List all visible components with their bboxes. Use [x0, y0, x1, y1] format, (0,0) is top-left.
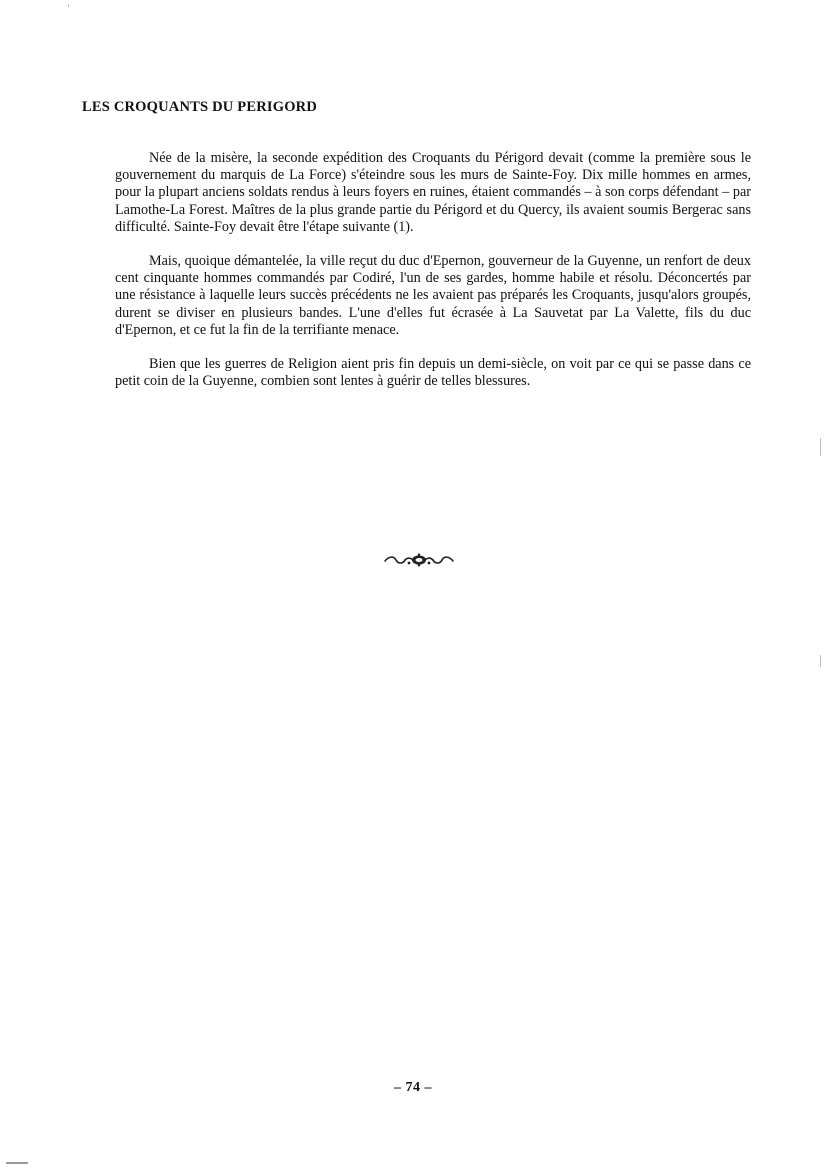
- decorative-fleuron-icon: [383, 553, 455, 567]
- paragraph-2: Mais, quoique démantelée, la ville reçut du duc d'Epernon, gouverneur de la Guyenne, un renfort de deux cent cinquante hommes commandés par Codiré, l'un de ses gardes, homme habile et résolu. Déconcertés par une résistance à laquelle leurs succès précédents ne les avaient pas préparés les Croquants, jusqu'alors groupés, durent se diviser en plusieurs bandes. L'une d'elles fut écrasée à La Sauvetat par La Valette, fils du duc d'Epernon, et ce fut la fin de la terrifiante menace.: [115, 253, 751, 338]
- body-text: [115, 150, 751, 407]
- scan-artifact: [68, 4, 69, 7]
- scan-artifact: [820, 438, 821, 456]
- scan-artifact: [6, 1162, 28, 1164]
- page-number: – 74 –: [394, 1080, 432, 1095]
- scan-artifact: [820, 655, 821, 667]
- paragraph-1: Née de la misère, la seconde expédition des Croquants du Périgord devait (comme la première sous le gouvernement du marquis de La Force) s'éteindre sous les murs de Sainte-Foy. Dix mille hommes en armes, pour la plupart anciens soldats rendus à leurs foyers en ruines, étaient commandés – à son corps défendant – par Lamothe-La Forest. Maîtres de la plus grande partie du Périgord et du Quercy, ils avaient soumis Bergerac sans difficulté. Sainte-Foy devait être l'étape suivante (1).: [115, 150, 751, 235]
- section-title: LES CROQUANTS DU PERIGORD: [82, 99, 318, 115]
- paragraph-3: Bien que les guerres de Religion aient pris fin depuis un demi-siècle, on voit par ce qui se passe dans ce petit coin de la Guyenne, combien sont lentes à guérir de telles blessures.: [115, 356, 751, 390]
